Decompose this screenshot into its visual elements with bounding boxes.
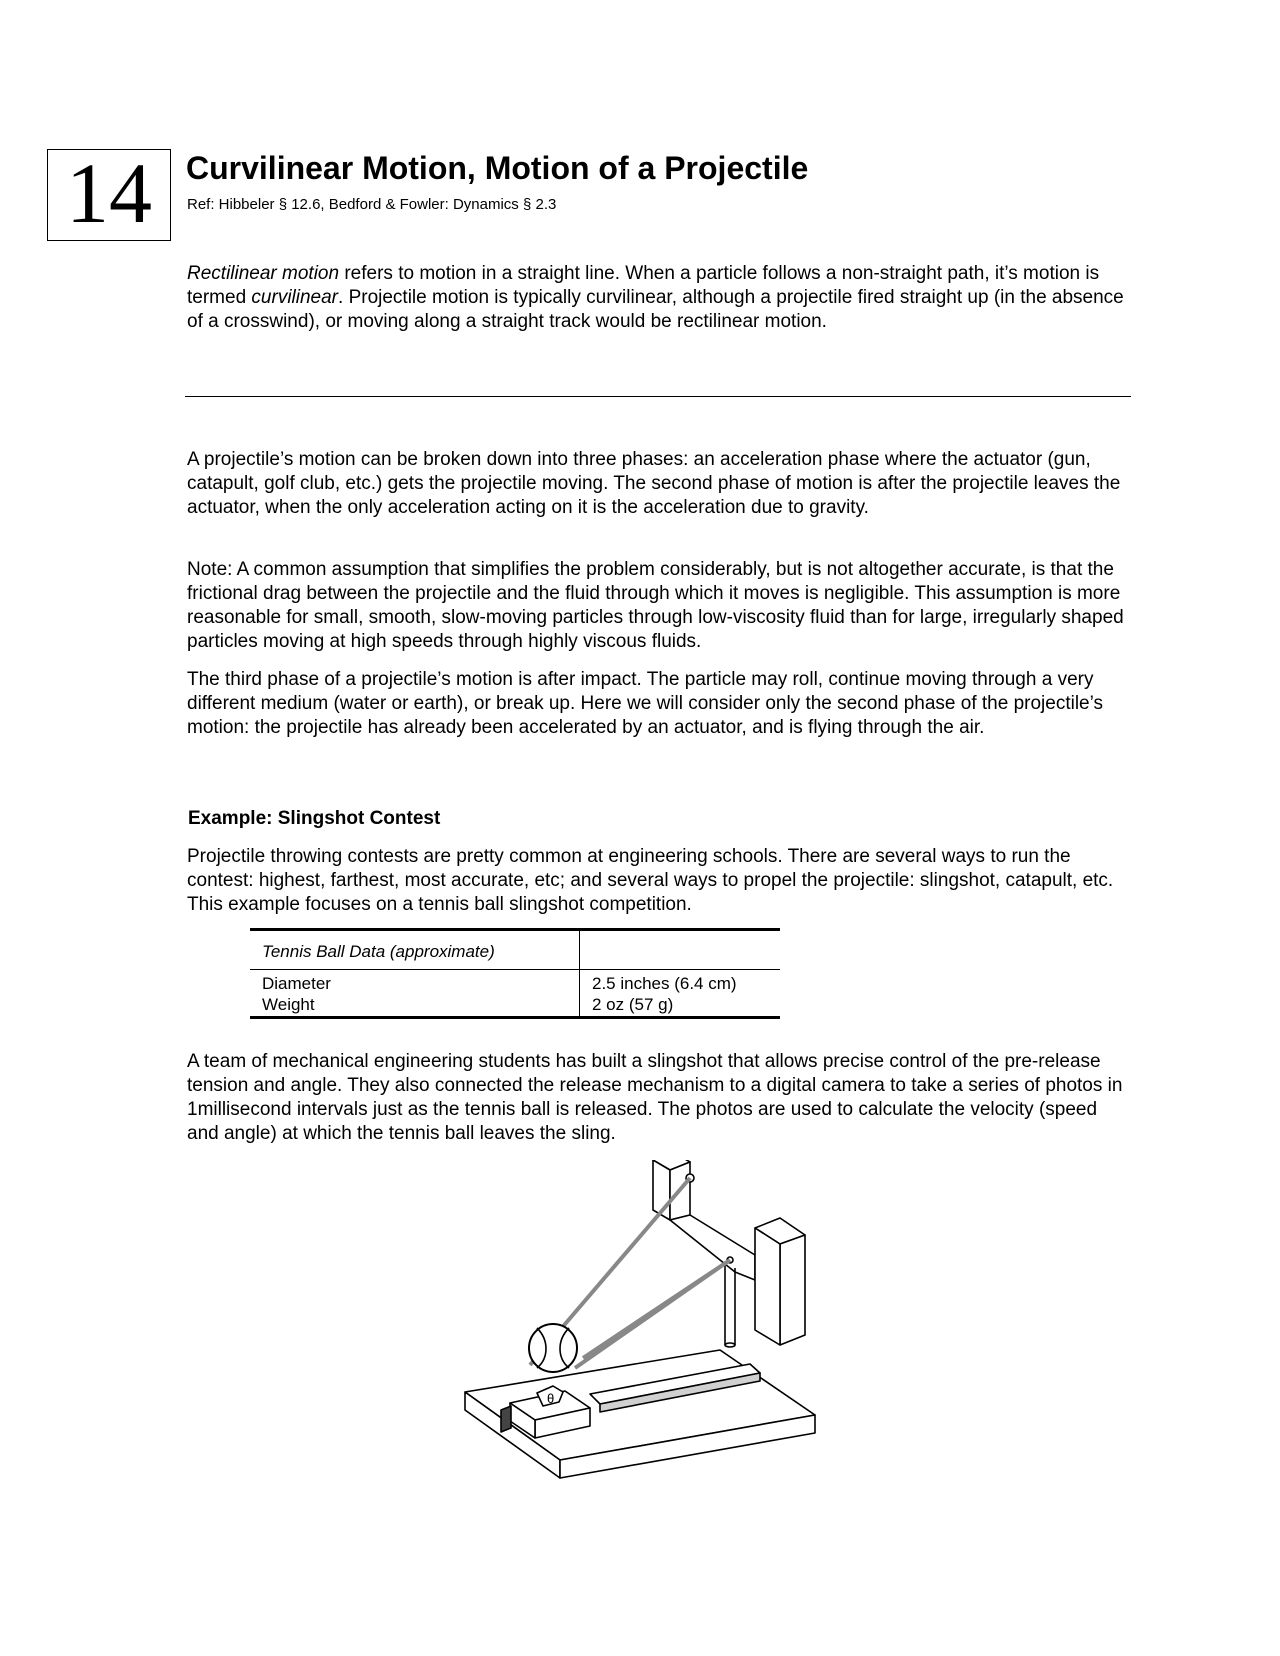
row-value: 2.5 inches (6.4 cm)	[592, 974, 737, 993]
row-label: Diameter	[250, 970, 580, 995]
table-row	[250, 994, 780, 1018]
row-label: Weight	[250, 994, 580, 1018]
note-paragraph: Note: A common assumption that simplifies the problem considerably, but is not altogether accurate, is that the frictional drag between the projectile and the fluid through which it moves is negligible. This assumption is more reasonable for small, smooth, slow-moving particles through low-viscosity fluid than for large, irregularly shaped particles moving at high speeds through highly viscous fluids.	[187, 559, 1124, 652]
example-intro-paragraph: Projectile throwing contests are pretty common at engineering schools. There are several ways to run the contest: highest, farthest, most accurate, etc; and several ways to propel the projectile: slingshot, catapult, etc. This example focuses on a tennis ball slingshot competition.	[187, 846, 1114, 915]
third-phase-paragraph: The third phase of a projectile’s motion is after impact. The particle may roll, continue moving through a very different medium (water or earth), or break up. Here we will consider only the second phase of the projectile’s motion: the projectile has already been accelerated by an actuator, and is flying through the air.	[187, 669, 1103, 738]
slingshot-figure	[455, 1160, 855, 1480]
reference-line: Ref: Hibbeler § 12.6, Bedford & Fowler: Dynamics § 2.3	[187, 196, 557, 213]
phases-paragraph: A projectile’s motion can be broken down into three phases: an acceleration phase where the actuator (gun, catapult, golf club, etc.) gets the projectile moving. The second phase of motion is after the projectile leaves the actuator, when the only acceleration acting on it is the acceleration due to gravity.	[187, 449, 1121, 518]
team-paragraph: A team of mechanical engineering students has built a slingshot that allows precise control of the pre-release tension and angle. They also connected the release mechanism to a digital camera to take a series of photos in 1millisecond intervals just as the tennis ball is released. The photos are used to calculate the velocity (speed and angle) at which the tennis ball leaves the sling.	[187, 1051, 1123, 1144]
intro-paragraph	[187, 262, 1129, 334]
table-header-empty	[580, 930, 781, 970]
slingshot-frame	[653, 1160, 805, 1347]
chapter-number: 14	[66, 145, 152, 241]
table-header: Tennis Ball Data (approximate)	[250, 930, 580, 970]
chapter-number-box	[47, 145, 171, 241]
example-heading: Example: Slingshot Contest	[188, 808, 441, 829]
angle-label: θ	[547, 1391, 555, 1406]
intro-text-1: refers to motion in a straight line. When a particle follows a non-straight path, it’s motion is termed	[187, 263, 1100, 308]
intro-text-2: . Projectile motion is typically curvilinear, although a projectile fired straight up (in the absence of a crosswind), or moving along a straight track would be rectilinear motion.	[187, 287, 1124, 332]
horizontal-divider	[185, 396, 1131, 397]
term-rectilinear: Rectilinear motion	[187, 263, 340, 284]
table-row	[250, 970, 780, 995]
row-value: 2 oz (57 g)	[580, 994, 781, 1018]
page-title: Curvilinear Motion, Motion of a Projectile	[186, 150, 809, 186]
table-header-row	[250, 930, 780, 970]
tennis-ball	[529, 1324, 577, 1372]
term-curvilinear: curvilinear	[251, 287, 339, 308]
tennis-ball-data-table	[250, 928, 780, 1019]
